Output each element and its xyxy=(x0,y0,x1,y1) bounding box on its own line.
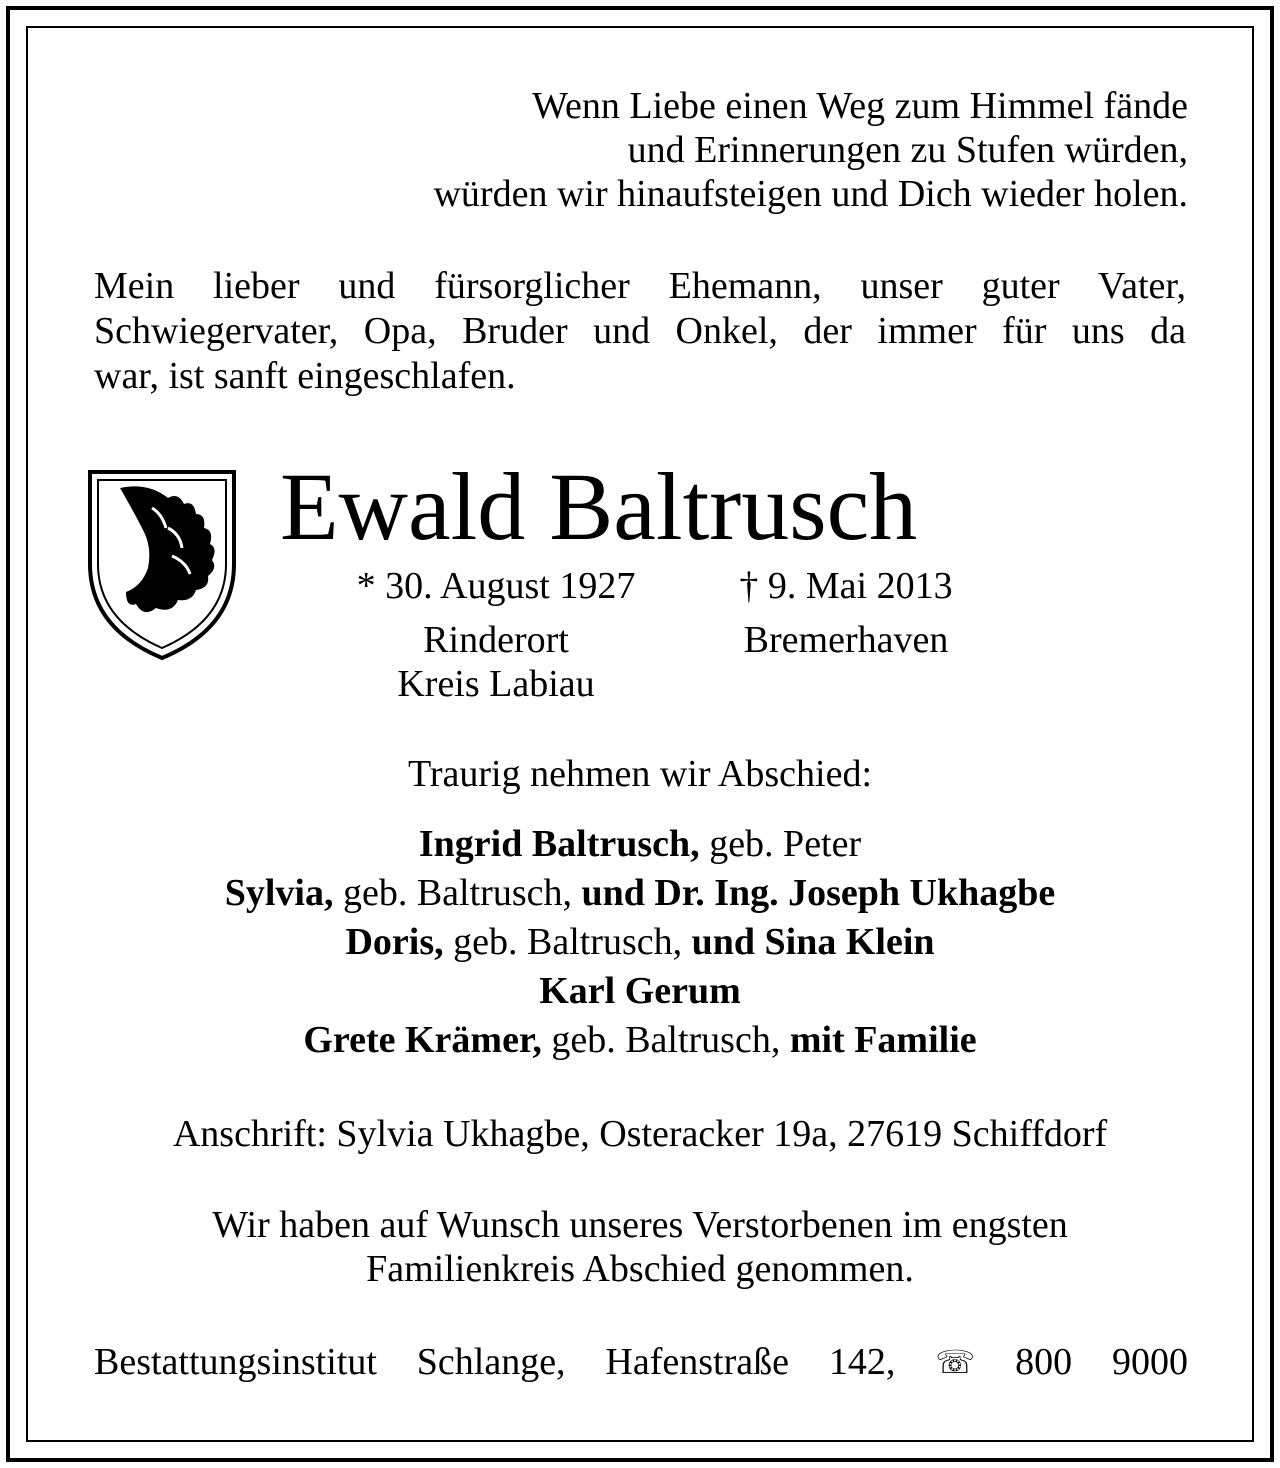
birth-place: Rinderort xyxy=(423,619,569,661)
intro-line-1: Mein lieber und fürsorglicher Ehemann, unser guter Vater, xyxy=(94,265,1186,307)
mourner-partner: und Dr. Ing. Joseph Ukhagbe xyxy=(581,872,1056,914)
mourner-note: geb. Baltrusch, xyxy=(541,1019,790,1061)
death-place: Bremerhaven xyxy=(743,619,949,661)
funeral-home-word: Schlange, xyxy=(416,1341,566,1383)
closing-line-2: Familienkreis Abschied genommen. xyxy=(366,1248,914,1290)
intro-line-3: war, ist sanft eingeschlafen. xyxy=(94,355,516,397)
phone-number-part: 800 xyxy=(1015,1341,1073,1383)
mourner-partner: und Sina Klein xyxy=(691,921,935,963)
mourner-name: Doris, xyxy=(345,921,444,963)
verse-line-3: würden wir hinaufsteigen und Dich wieder holen. xyxy=(433,173,1188,215)
mourner-line-5 xyxy=(0,1018,1280,1062)
birth-district: Kreis Labiau xyxy=(397,663,595,705)
mourner-line-2 xyxy=(0,871,1280,915)
closing-line-1: Wir haben auf Wunsch unseres Verstorbenen im engsten xyxy=(212,1204,1068,1246)
mourner-note: geb. Baltrusch, xyxy=(333,872,582,914)
mourner-note: geb. Baltrusch, xyxy=(443,921,692,963)
phone-number-part: 9000 xyxy=(1111,1341,1188,1383)
mourner-partner: mit Familie xyxy=(789,1019,977,1061)
mourner-line-4 xyxy=(0,969,1280,1013)
intro-line-2: Schwiegervater, Opa, Bruder und Onkel, der immer für uns da xyxy=(94,310,1186,352)
death-date: † 9. Mai 2013 xyxy=(739,565,953,607)
mourner-name: Sylvia, xyxy=(224,872,334,914)
telephone-icon: ☏ xyxy=(935,1343,976,1381)
farewell-heading: Traurig nehmen wir Abschied: xyxy=(407,753,873,795)
mourner-name: Karl Gerum xyxy=(539,970,741,1012)
funeral-home-word: 142, xyxy=(828,1341,896,1383)
mourner-line-1 xyxy=(0,822,1280,866)
birth-date: * 30. August 1927 xyxy=(356,565,636,607)
mourner-line-3 xyxy=(0,920,1280,964)
deceased-name: Ewald Baltrusch xyxy=(280,453,918,560)
address: Anschrift: Sylvia Ukhagbe, Osteracker 19a, 27619 Schiffdorf xyxy=(172,1113,1108,1155)
funeral-home-word: Bestattungsinstitut xyxy=(94,1341,377,1383)
mourner-note: geb. Peter xyxy=(699,823,862,865)
mourner-name: Grete Krämer, xyxy=(303,1019,542,1061)
funeral-home-word: Hafenstraße xyxy=(605,1341,789,1383)
funeral-home xyxy=(94,1340,1188,1384)
mourner-name: Ingrid Baltrusch, xyxy=(418,823,700,865)
verse-line-2: und Erinnerungen zu Stufen würden, xyxy=(627,129,1188,171)
coat-of-arms-eagle-wing-icon xyxy=(86,468,238,662)
verse-line-1: Wenn Liebe einen Weg zum Himmel fände xyxy=(532,85,1188,127)
